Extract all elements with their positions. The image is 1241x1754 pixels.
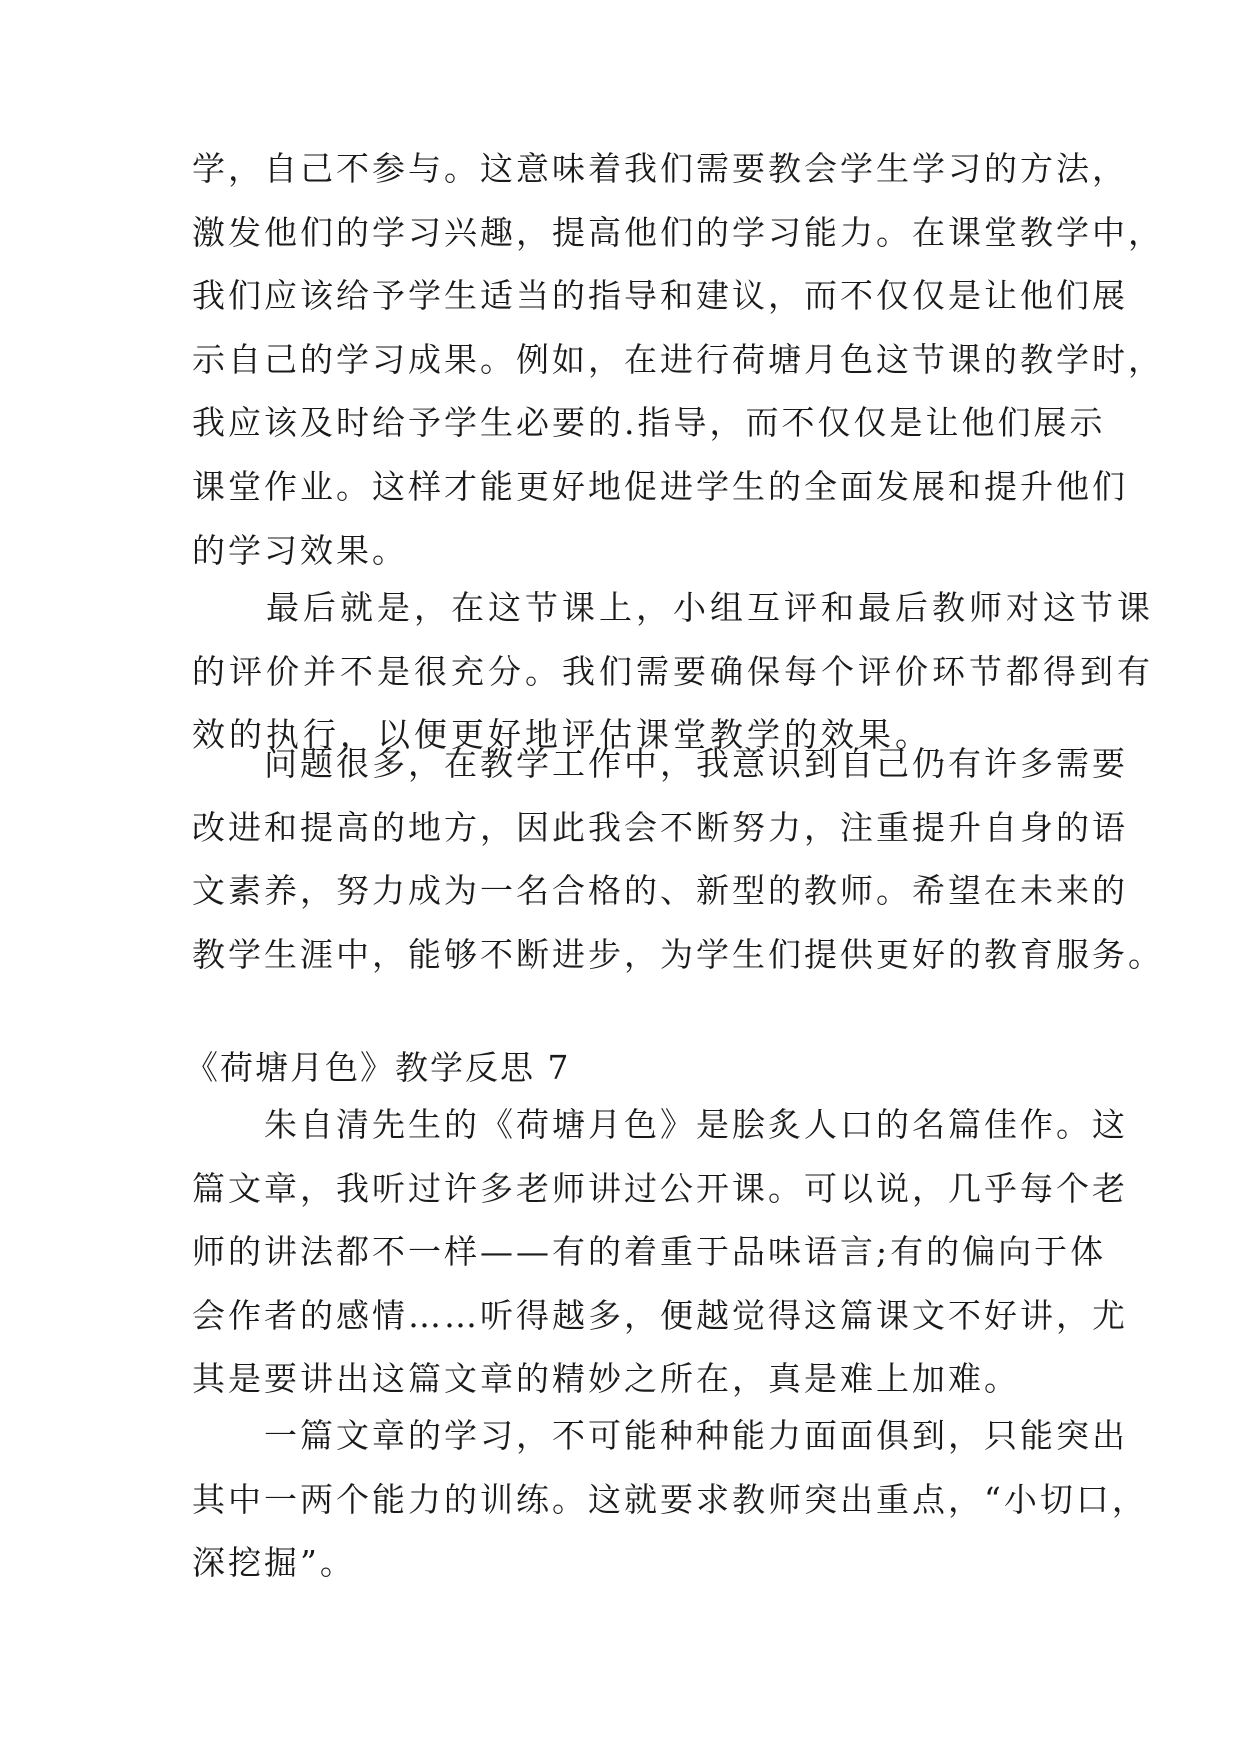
paragraph-intro: 朱自清先生的《荷塘月色》是脍炙人口的名篇佳作。这 篇文章，我听过许多老师讲过公开课。可以说，几乎每个老 师的讲法都不一样——有的着重于品味语言;有的偏向于体 会作者的感情……听得越多，便越觉得这篇课文不好讲，尤 其是要讲出这篇文章的精妙之所在，真是难上加难。 bbox=[192, 1105, 1128, 1399]
paragraph-continued: 学，自己不参与。这意味着我们需要教会学生学习的方法， 激发他们的学习兴趣，提高他们的学习能力。在课堂教学中， 我们应该给予学生适当的指导和建议，而不仅仅是让他们展 示自己的学习成果。例如，在进行荷塘月色这节课的教学时， 我应该及时给予学生必要的.指导，而不仅仅是让他们展示 课堂作业。这样才能更好地促进学生的全面发展和提升他们 的学习效果。 bbox=[192, 149, 1164, 570]
paragraph-focus: 一篇文章的学习，不可能种种能力面面俱到，只能突出 其中一两个能力的训练。这就要求教师突出重点，“小切口， 深挖掘”。 bbox=[192, 1416, 1148, 1583]
paragraph-evaluation: 最后就是，在这节课上，小组互评和最后教师对这节课 的评价并不是很充分。我们需要确保每个评价环节都得到有 效的执行，以便更好地评估课堂教学的效果。 bbox=[192, 588, 1154, 755]
paragraph-conclusion: 问题很多，在教学工作中，我意识到自己仍有许多需要 改进和提高的地方，因此我会不断努力，注重提升自身的语 文素养，努力成为一名合格的、新型的教师。希望在未来的 教学生涯中，能够不断进步，为学生们提供更好的教育服务。 bbox=[192, 744, 1164, 974]
section-heading: 《荷塘月色》教学反思 7 bbox=[185, 1048, 571, 1087]
